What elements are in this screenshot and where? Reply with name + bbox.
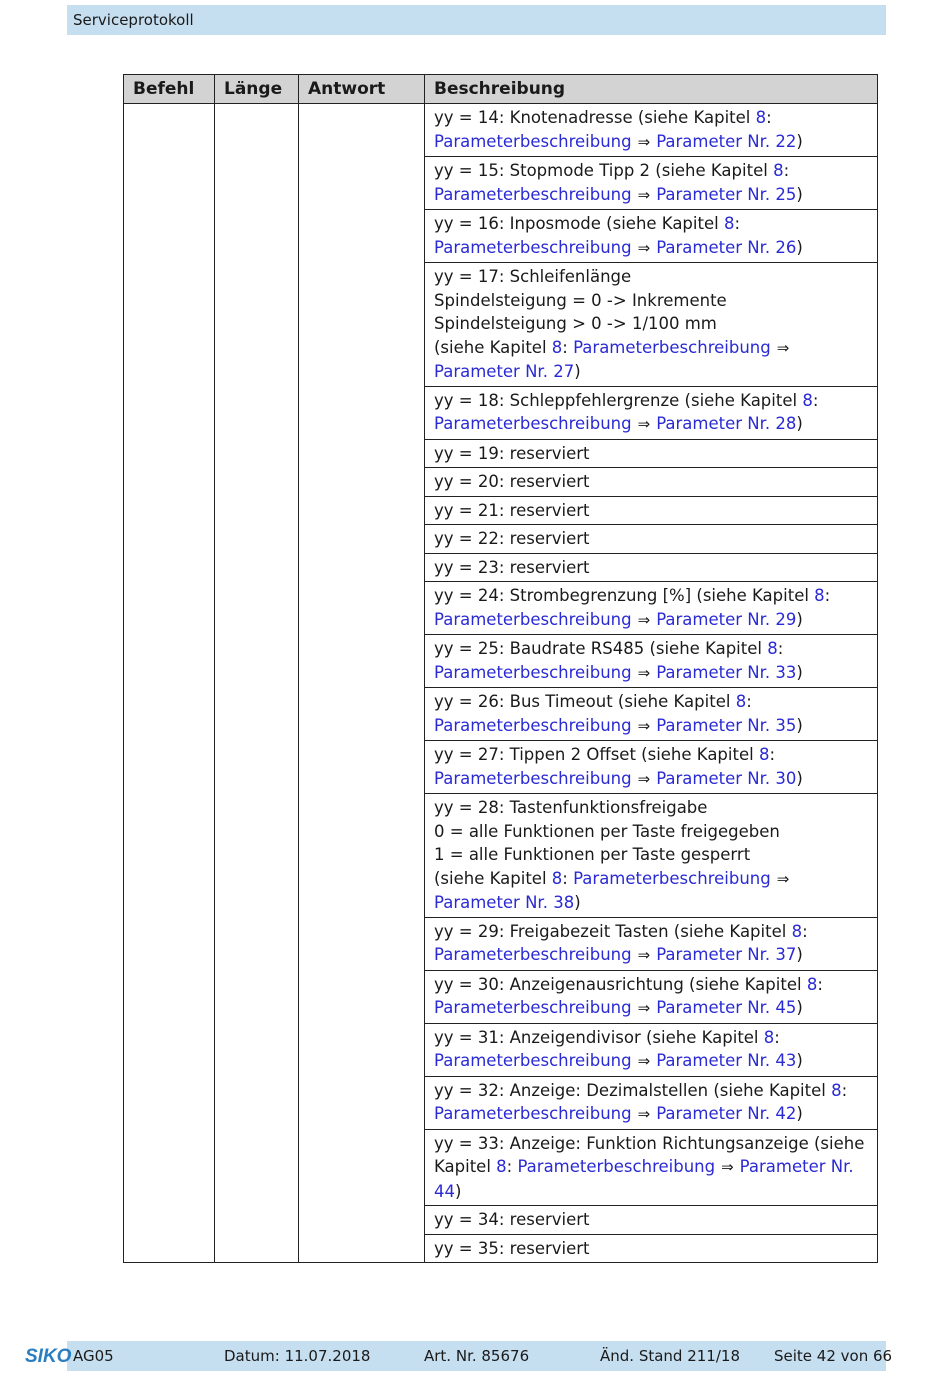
- column-header-beschreibung: Beschreibung: [425, 75, 878, 104]
- parameter-link[interactable]: Parameter Nr. 28: [656, 414, 797, 433]
- description-text: yy = 32: Anzeige: Dezimalstellen (siehe Kapitel: [434, 1080, 832, 1100]
- description-cell: [425, 157, 878, 210]
- description-cell: [425, 210, 878, 263]
- description-reference-line: [434, 159, 869, 207]
- description-reference-line: [434, 867, 869, 915]
- description-text: yy = 25: Baudrate RS485 (siehe Kapitel: [434, 639, 768, 658]
- footer-article-number: Art. Nr. 85676: [424, 1347, 530, 1365]
- description-text: yy = 22: reserviert: [434, 529, 590, 548]
- implies-arrow-icon: ⇒: [637, 1052, 651, 1070]
- description-cell: [425, 1129, 878, 1206]
- separator-text: :: [841, 1080, 848, 1100]
- chapter-link[interactable]: 8: [735, 692, 747, 711]
- parameter-link[interactable]: Parameter Nr. 29: [656, 609, 797, 629]
- closing-paren: ): [796, 1104, 803, 1123]
- chapter-link[interactable]: 8: [551, 868, 563, 888]
- description-cell: [425, 386, 878, 439]
- closing-paren: ): [796, 184, 803, 204]
- parameterbeschreibung-link[interactable]: Parameterbeschreibung: [573, 337, 771, 357]
- description-text: yy = 21: reserviert: [434, 500, 590, 520]
- description-cell: [425, 794, 878, 918]
- description-text: yy = 34: reserviert: [434, 1210, 590, 1229]
- chapter-link[interactable]: 8: [831, 1080, 842, 1100]
- parameter-link[interactable]: Parameter Nr. 45: [656, 998, 797, 1017]
- parameterbeschreibung-link[interactable]: Parameterbeschreibung: [573, 868, 771, 888]
- closing-paren: ): [574, 362, 581, 381]
- page-header-title: Serviceprotokoll: [73, 11, 194, 29]
- separator-text: :: [766, 108, 772, 127]
- parameterbeschreibung-link[interactable]: Parameterbeschreibung: [434, 715, 632, 735]
- description-line: 1 = alle Funktionen per Taste gesperrt: [434, 845, 751, 864]
- separator-text: :: [506, 1157, 518, 1176]
- description-line: yy = 28: Tastenfunktionsfreigabe: [434, 798, 708, 817]
- description-text: (siehe Kapitel: [434, 337, 552, 357]
- empty-cell-antwort: [299, 104, 425, 1263]
- description-cell: [425, 635, 878, 688]
- parameter-link[interactable]: Parameter Nr. 38: [434, 893, 575, 912]
- description-text: yy = 27: Tippen 2 Offset (siehe Kapitel: [434, 745, 759, 764]
- implies-arrow-icon: ⇒: [776, 869, 790, 888]
- description-cell: [425, 1234, 878, 1263]
- closing-paren: ): [796, 131, 803, 151]
- siko-logo-text: SIKO: [25, 1346, 72, 1367]
- description-reference-line: [434, 1026, 869, 1074]
- chapter-link[interactable]: 8: [723, 214, 735, 233]
- implies-arrow-icon: ⇒: [721, 1158, 734, 1176]
- separator-text: :: [824, 586, 831, 605]
- implies-arrow-icon: ⇒: [637, 769, 651, 788]
- description-line: Spindelsteigung = 0 -> Inkremente: [434, 290, 727, 310]
- parameterbeschreibung-link[interactable]: Parameterbeschreibung: [434, 998, 632, 1017]
- closing-paren: ): [574, 893, 581, 912]
- closing-paren: ): [796, 945, 803, 964]
- description-line: Spindelsteigung > 0 -> 1/100 mm: [434, 314, 717, 333]
- description-cell: [425, 688, 878, 741]
- implies-arrow-icon: ⇒: [637, 716, 651, 735]
- description-text: yy = 20: reserviert: [434, 472, 590, 491]
- description-text: yy = 14: Knotenadresse (siehe Kapitel: [434, 108, 756, 127]
- description-reference-line: [434, 212, 869, 260]
- separator-text: :: [783, 161, 790, 180]
- parameter-link[interactable]: Parameter Nr. 35: [656, 715, 797, 735]
- parameter-link[interactable]: Parameter Nr. 42: [656, 1104, 797, 1123]
- description-cell: [425, 1023, 878, 1076]
- description-cell: [425, 525, 878, 554]
- description-cell: [425, 917, 878, 970]
- column-header-befehl: Befehl: [124, 75, 215, 104]
- chapter-link[interactable]: 8: [763, 1027, 775, 1047]
- description-reference-line: [434, 1132, 869, 1204]
- closing-paren: ): [796, 609, 803, 629]
- implies-arrow-icon: ⇒: [637, 132, 651, 151]
- footer-product: AG05: [73, 1347, 114, 1365]
- footer-date: Datum: 11.07.2018: [224, 1347, 371, 1365]
- parameterbeschreibung-link[interactable]: Parameterbeschreibung: [434, 609, 632, 629]
- empty-cell-laenge: [215, 104, 299, 1263]
- separator-text: :: [562, 868, 574, 888]
- description-reference-line: [434, 336, 869, 384]
- implies-arrow-icon: ⇒: [637, 238, 651, 257]
- parameterbeschreibung-link[interactable]: Parameterbeschreibung: [434, 768, 632, 788]
- description-cell: [425, 553, 878, 582]
- description-text: yy = 31: Anzeigendivisor (siehe Kapitel: [434, 1027, 764, 1047]
- description-cell: [425, 970, 878, 1023]
- chapter-link[interactable]: 8: [496, 1157, 507, 1176]
- closing-paren: ): [796, 1051, 803, 1070]
- description-cell: [425, 263, 878, 387]
- description-text: yy = 35: reserviert: [434, 1238, 590, 1258]
- closing-paren: ): [796, 237, 803, 257]
- chapter-link[interactable]: 8: [814, 586, 825, 605]
- empty-cell-befehl: [124, 104, 215, 1263]
- parameter-link[interactable]: Parameter Nr. 44: [434, 1157, 854, 1201]
- separator-text: :: [812, 390, 819, 410]
- parameter-link[interactable]: Parameter Nr. 26: [656, 237, 797, 257]
- description-cell: [425, 1206, 878, 1235]
- description-text: yy = 33: Anzeige: Funktion Richtungsanzeige (siehe Kapitel: [434, 1133, 865, 1176]
- closing-paren: ): [796, 998, 803, 1017]
- parameterbeschreibung-link[interactable]: Parameterbeschreibung: [434, 414, 632, 433]
- chapter-link[interactable]: 8: [758, 745, 770, 764]
- chapter-link[interactable]: 8: [755, 108, 767, 127]
- chapter-link[interactable]: 8: [551, 337, 563, 357]
- description-reference-line: [434, 743, 869, 791]
- description-line: 0 = alle Funktionen per Taste freigegeben: [434, 821, 780, 841]
- table-row: [124, 104, 878, 157]
- parameterbeschreibung-link[interactable]: Parameterbeschreibung: [434, 184, 632, 204]
- page-header-bar: [67, 5, 886, 35]
- implies-arrow-icon: ⇒: [637, 415, 651, 433]
- table-header-row: [124, 75, 878, 104]
- parameter-link[interactable]: Parameter Nr. 25: [656, 184, 797, 204]
- description-cell: [425, 1076, 878, 1129]
- description-reference-line: [434, 973, 869, 1021]
- description-cell: [425, 582, 878, 635]
- description-text: yy = 24: Strombegrenzung [%] (siehe Kapitel: [434, 586, 815, 605]
- closing-paren: ): [796, 768, 803, 788]
- separator-text: :: [777, 639, 784, 658]
- description-reference-line: [434, 1079, 869, 1127]
- siko-logo: [24, 1341, 72, 1369]
- parameter-link[interactable]: Parameter Nr. 37: [656, 945, 797, 964]
- description-reference-line: [434, 584, 869, 632]
- description-text: yy = 23: reserviert: [434, 557, 590, 577]
- description-text: (siehe Kapitel: [434, 868, 552, 888]
- chapter-link[interactable]: 8: [767, 639, 778, 658]
- chapter-link[interactable]: 8: [806, 974, 818, 994]
- parameterbeschreibung-link[interactable]: Parameterbeschreibung: [517, 1157, 716, 1176]
- closing-paren: ): [796, 662, 803, 682]
- parameterbeschreibung-link[interactable]: Parameterbeschreibung: [434, 131, 632, 151]
- description-reference-line: [434, 690, 869, 738]
- description-cell: [425, 468, 878, 497]
- chapter-link[interactable]: 8: [802, 390, 813, 410]
- description-text: yy = 19: reserviert: [434, 443, 590, 463]
- separator-text: :: [817, 974, 823, 994]
- closing-paren: ): [796, 414, 803, 433]
- description-cell: [425, 439, 878, 468]
- parameterbeschreibung-link[interactable]: Parameterbeschreibung: [434, 1051, 632, 1070]
- description-reference-line: [434, 389, 869, 437]
- description-cell: [425, 104, 878, 157]
- description-line: yy = 17: Schleifenlänge: [434, 267, 632, 286]
- description-cell: [425, 496, 878, 525]
- parameter-link[interactable]: Parameter Nr. 30: [656, 768, 797, 788]
- parameter-link[interactable]: Parameter Nr. 33: [656, 662, 797, 682]
- description-text: yy = 18: Schleppfehlergrenze (siehe Kapitel: [434, 390, 803, 410]
- command-table: [123, 74, 878, 1263]
- parameterbeschreibung-link[interactable]: Parameterbeschreibung: [434, 945, 632, 964]
- implies-arrow-icon: ⇒: [637, 946, 651, 964]
- implies-arrow-icon: ⇒: [637, 663, 651, 682]
- column-header-antwort: Antwort: [299, 75, 425, 104]
- closing-paren: ): [796, 715, 803, 735]
- parameterbeschreibung-link[interactable]: Parameterbeschreibung: [434, 1104, 632, 1123]
- description-reference-line: [434, 637, 869, 685]
- implies-arrow-icon: ⇒: [637, 185, 651, 204]
- separator-text: :: [746, 692, 752, 711]
- implies-arrow-icon: ⇒: [637, 610, 651, 629]
- description-reference-line: [434, 920, 869, 968]
- parameterbeschreibung-link[interactable]: Parameterbeschreibung: [434, 237, 632, 257]
- implies-arrow-icon: ⇒: [637, 1105, 651, 1123]
- implies-arrow-icon: ⇒: [637, 999, 651, 1017]
- separator-text: :: [562, 337, 574, 357]
- closing-paren: ): [455, 1181, 462, 1201]
- description-text: yy = 29: Freigabezeit Tasten (siehe Kapitel: [434, 921, 792, 941]
- implies-arrow-icon: ⇒: [776, 338, 790, 357]
- footer-revision: Änd. Stand 211/18: [600, 1347, 740, 1365]
- column-header-laenge: Länge: [215, 75, 299, 104]
- description-text: yy = 26: Bus Timeout (siehe Kapitel: [434, 692, 736, 711]
- description-reference-line: [434, 106, 869, 154]
- page-footer-bar: [67, 1341, 893, 1371]
- separator-text: :: [802, 921, 808, 941]
- chapter-link[interactable]: 8: [773, 161, 784, 180]
- chapter-link[interactable]: 8: [791, 921, 803, 941]
- separator-text: :: [769, 745, 775, 764]
- description-text: yy = 16: Inposmode (siehe Kapitel: [434, 214, 724, 233]
- description-text: yy = 30: Anzeigenausrichtung (siehe Kapitel: [434, 974, 807, 994]
- parameter-link[interactable]: Parameter Nr. 43: [656, 1051, 797, 1070]
- parameter-link[interactable]: Parameter Nr. 27: [434, 362, 575, 381]
- description-text: yy = 15: Stopmode Tipp 2 (siehe Kapitel: [434, 161, 774, 180]
- parameterbeschreibung-link[interactable]: Parameterbeschreibung: [434, 662, 632, 682]
- parameter-link[interactable]: Parameter Nr. 22: [656, 131, 797, 151]
- separator-text: :: [734, 214, 741, 233]
- separator-text: :: [774, 1027, 780, 1047]
- description-cell: [425, 741, 878, 794]
- footer-page-number: Seite 42 von 66: [774, 1347, 893, 1365]
